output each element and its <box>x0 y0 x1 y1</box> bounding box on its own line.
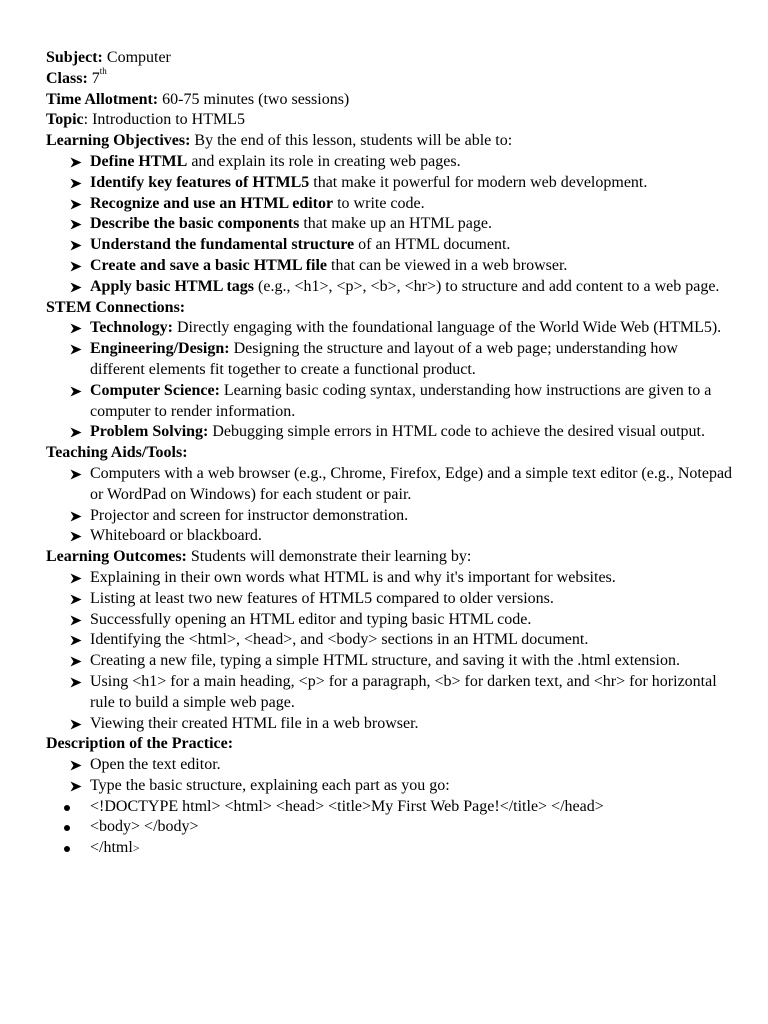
item-bold: Engineering/Design: <box>90 340 230 358</box>
arrow-bullet-icon <box>70 651 86 667</box>
list-item <box>46 651 736 672</box>
item-bold: Recognize and use an HTML editor <box>90 194 334 212</box>
arrow-bullet-icon <box>70 381 86 397</box>
list-item <box>46 381 736 423</box>
item-text: Open the text editor. <box>90 756 221 774</box>
aids-label: Teaching Aids/Tools: <box>46 444 188 462</box>
code-text: <!DOCTYPE html> <html> <head> <title>My First Web Page!</title> </head> <box>90 797 604 815</box>
item-text: Learning basic coding syntax, understanding how instructions are given to a computer to render information. <box>90 381 712 420</box>
arrow-bullet-icon <box>70 589 86 605</box>
item-text: (e.g., <h1>, <p>, <b>, <hr>) to structure and add content to a web page. <box>254 277 720 295</box>
arrow-bullet-icon <box>70 339 86 355</box>
arrow-bullet-icon <box>70 214 86 230</box>
time-allotment-label: Time Allotment: <box>46 90 159 108</box>
topic-value: : Introduction to HTML5 <box>83 111 245 129</box>
list-item <box>46 422 736 443</box>
subject-label: Subject: <box>46 49 103 66</box>
item-text: Computers with a web browser (e.g., Chrome, Firefox, Edge) and a simple text editor (e.g., Notepad or WordPad on Windows) for each student or pair. <box>90 464 733 503</box>
item-bold: Apply basic HTML tags <box>90 277 255 295</box>
code-text: <body> </body> <box>90 818 199 836</box>
list-item <box>46 506 736 527</box>
arrow-bullet-icon <box>70 194 86 210</box>
item-text: Designing the structure and layout of a web page; understanding how different elements fit together to create a functional product. <box>90 340 678 378</box>
arrow-bullet-icon <box>70 568 86 584</box>
item-bold: Define HTML <box>90 152 188 170</box>
item-text: that make up an HTML page. <box>299 215 492 233</box>
objectives-list <box>46 152 736 298</box>
objectives-heading <box>46 131 736 152</box>
list-item <box>46 630 736 651</box>
topic-label: Topic <box>46 111 84 129</box>
item-text: Identifying the <html>, <head>, and <body> sections in an HTML document. <box>90 631 589 649</box>
list-item <box>46 194 736 215</box>
item-text: Projector and screen for instructor demonstration. <box>90 506 409 524</box>
arrow-bullet-icon <box>70 464 86 480</box>
objectives-label: Learning Objectives: <box>46 132 191 150</box>
item-text: and explain its role in creating web pages. <box>187 152 461 170</box>
class-superscript: th <box>99 66 107 77</box>
list-item <box>46 152 736 173</box>
list-item <box>46 318 736 339</box>
outcomes-heading <box>46 547 736 568</box>
item-text: Listing at least two new features of HTML5 compared to older versions. <box>90 589 554 607</box>
code-tail: > <box>132 841 140 856</box>
outcomes-intro: Students will demonstrate their learning by: <box>186 548 472 566</box>
item-text: Debugging simple errors in HTML code to achieve the desired visual output. <box>208 423 705 441</box>
item-text: that make it powerful for modern web development. <box>309 173 648 191</box>
item-bold: Describe the basic components <box>90 215 300 233</box>
item-text: Using <h1> for a main heading, <p> for a paragraph, <b> for darken text, and <hr> for horizontal rule to build a simple web page. <box>90 672 717 711</box>
arrow-bullet-icon <box>70 422 86 438</box>
arrow-bullet-icon <box>70 755 86 771</box>
list-item <box>46 714 736 735</box>
item-text: Type the basic structure, explaining each part as you go: <box>90 776 450 794</box>
item-text: Viewing their created HTML file in a web browser. <box>90 714 419 732</box>
list-item <box>46 235 736 256</box>
list-item <box>46 256 736 277</box>
item-text: Successfully opening an HTML editor and typing basic HTML code. <box>90 610 532 628</box>
list-item <box>46 589 736 610</box>
round-bullet-icon <box>64 846 70 852</box>
time-allotment-value: 60-75 minutes (two sessions) <box>158 90 350 108</box>
arrow-bullet-icon <box>70 277 86 293</box>
arrow-bullet-icon <box>70 776 86 792</box>
practice-list <box>46 755 736 859</box>
class-label: Class: <box>46 69 88 87</box>
practice-heading <box>46 734 736 755</box>
lesson-plan-document <box>46 48 736 859</box>
arrow-bullet-icon <box>70 318 86 334</box>
topic-line <box>46 110 736 131</box>
stem-heading <box>46 298 736 319</box>
arrow-bullet-icon <box>70 630 86 646</box>
time-allotment-line <box>46 90 736 111</box>
item-text: Directly engaging with the foundational language of the World Wide Web (HTML5). <box>172 319 722 337</box>
stem-list <box>46 318 736 443</box>
list-item <box>46 277 736 298</box>
item-bold: Problem Solving: <box>90 423 209 441</box>
round-bullet-icon <box>64 825 70 831</box>
item-bold: Identify key features of HTML5 <box>90 173 310 191</box>
item-text: of an HTML document. <box>354 236 511 254</box>
item-bold: Understand the fundamental structure <box>90 236 355 254</box>
code-list-item <box>46 797 736 818</box>
list-item <box>46 610 736 631</box>
list-item <box>46 464 736 506</box>
list-item <box>46 214 736 235</box>
code-list-item <box>46 838 736 859</box>
class-line <box>46 66 736 90</box>
arrow-bullet-icon <box>70 506 86 522</box>
item-text: Whiteboard or blackboard. <box>90 527 262 545</box>
arrow-bullet-icon <box>70 256 86 272</box>
list-item <box>46 173 736 194</box>
outcomes-list <box>46 568 736 734</box>
item-text: Creating a new file, typing a simple HTML structure, and saving it with the .html extension. <box>90 652 680 670</box>
arrow-bullet-icon <box>70 173 86 189</box>
list-item <box>46 526 736 547</box>
subject-line <box>46 48 736 69</box>
class-value: 7 <box>87 69 100 87</box>
code-list-item <box>46 817 736 838</box>
objectives-intro: By the end of this lesson, students will be able to: <box>190 132 513 150</box>
stem-label: STEM Connections: <box>46 298 186 316</box>
aids-heading <box>46 443 736 464</box>
item-bold: Computer Science: <box>90 381 220 399</box>
item-text: Explaining in their own words what HTML is and why it's important for websites. <box>90 568 616 586</box>
subject-value: Computer <box>102 49 171 66</box>
code-text: </html <box>90 839 133 857</box>
item-bold: Technology: <box>90 319 173 337</box>
list-item <box>46 339 736 381</box>
arrow-bullet-icon <box>70 714 86 730</box>
list-item <box>46 672 736 714</box>
list-item <box>46 776 736 797</box>
arrow-bullet-icon <box>70 526 86 542</box>
item-text: that can be viewed in a web browser. <box>327 256 568 274</box>
arrow-bullet-icon <box>70 152 86 168</box>
arrow-bullet-icon <box>70 235 86 251</box>
outcomes-label: Learning Outcomes: <box>46 548 187 566</box>
arrow-bullet-icon <box>70 672 86 688</box>
item-bold: Create and save a basic HTML file <box>90 256 328 274</box>
practice-label: Description of the Practice: <box>46 735 234 753</box>
aids-list <box>46 464 736 547</box>
round-bullet-icon <box>64 805 70 811</box>
list-item <box>46 755 736 776</box>
arrow-bullet-icon <box>70 610 86 626</box>
item-text: to write code. <box>333 194 425 212</box>
list-item <box>46 568 736 589</box>
